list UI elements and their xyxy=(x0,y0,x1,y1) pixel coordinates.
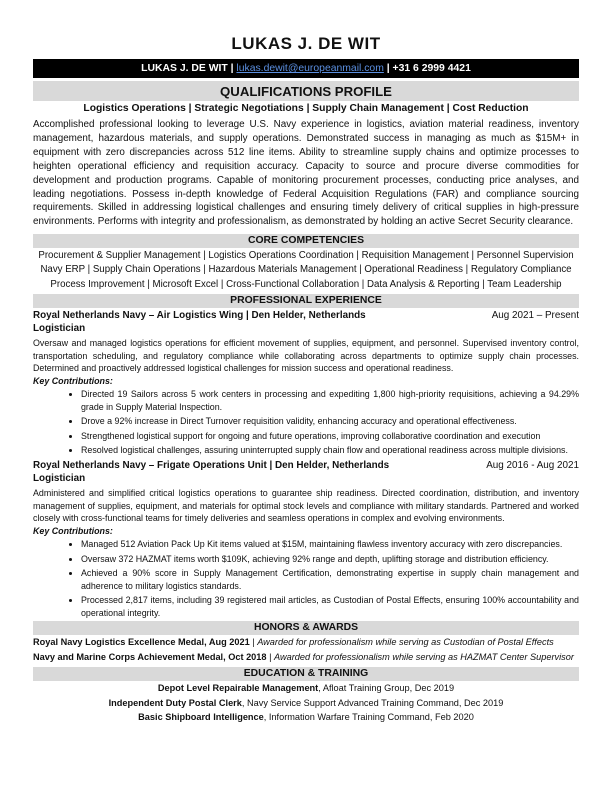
email-link[interactable]: lukas.dewit@europeanmail.com xyxy=(236,63,384,74)
education-entry xyxy=(33,710,579,725)
job-description: Administered and simplified critical logistics operations to guarantee ship readiness. Directed coordination, distribution, and inventory management of supplies, equipment, and materials for optimal stock levels and compliance with military standards. Partnered and worked closely with cross-functional teams for timely deliveries and seamless operations in complex and evolving environments. xyxy=(33,487,579,524)
list-item: • Strengthened logistical support for ongoing and future operations, improving collaborative coordination and execution xyxy=(81,430,579,443)
course-name: Depot Level Repairable Management xyxy=(157,683,319,694)
separator: | xyxy=(383,63,393,74)
separator: | xyxy=(266,651,275,662)
list-item: • Resolved logistical challenges, assuring uninterrupted supply chain flow and operational readiness across multiple divisions. xyxy=(81,444,579,457)
course-details: , Navy Service Support Advanced Training Command, Dec 2019 xyxy=(241,697,504,708)
contact-bar xyxy=(33,59,579,78)
honor-name: Navy and Marine Corps Achievement Medal, Oct 2018 xyxy=(33,651,267,662)
list-item: • Processed 2,817 items, including 39 registered mail articles, as Custodian of Postal Effects, ensuring 100% accountability and operational integrity. xyxy=(81,594,579,619)
job-header xyxy=(33,459,579,472)
job-dates: Aug 2016 - Aug 2021 xyxy=(486,459,579,471)
profile-summary: Accomplished professional looking to leverage U.S. Navy experience in logistics, aviation material readiness, inventory management, hazardous materials, and supply operations. Demonstrated success in managing as much as $15M+ in equipment with zero discrepancies across 512 line items. Ability to streamline supply chains and optimize processes to heighten operational efficiency and requisition accuracy. Capacity to source and procure diverse commodities for development and production programs. Capable of monitoring procurement processes, conducting price analyses, and leading negotiations. Possess in-depth knowledge of Federal Acquisition Regulations (FAR) and compliance sourcing requirements. Skilled in addressing logistical challenges and ensuring timely delivery of critical supplies in high-pressure environments. Performs with integrity and professionalism, as demonstrated by holding an active Secret Security clearance. xyxy=(33,119,579,228)
course-details: , Afloat Training Group, Dec 2019 xyxy=(318,683,455,694)
section-heading-competencies: CORE COMPETENCIES xyxy=(33,234,579,248)
separator: | xyxy=(249,637,258,648)
competency-line: Procurement & Supplier Management | Logistics Operations Coordination | Requisition Management | Personnel Supervision xyxy=(38,250,574,262)
list-item: • Achieved a 90% score in Supply Management Certification, demonstrating expertise in supply chain management and adherence to military logistics standards. xyxy=(81,567,579,592)
section-heading-profile: QUALIFICATIONS PROFILE xyxy=(33,81,579,101)
job-dates: Aug 2021 – Present xyxy=(491,309,579,321)
honor-note: Awarded for professionalism while serving as Custodian of Postal Effects xyxy=(257,637,554,648)
job-entry xyxy=(33,459,579,619)
key-contributions-label: Key Contributions: xyxy=(33,376,113,387)
key-contributions-label: Key Contributions: xyxy=(33,526,113,537)
honor-name: Royal Navy Logistics Excellence Medal, Aug 2021 xyxy=(33,637,250,648)
job-header xyxy=(33,309,579,322)
contact-name: LUKAS J. DE WIT xyxy=(141,63,228,74)
list-item: • Directed 19 Sailors across 5 work centers in processing and expediting 1,800 high-priority requisitions, achieving a 94.29% grade in Supply Material Inspection. xyxy=(81,388,579,413)
contributions-list xyxy=(33,388,579,457)
education-entry xyxy=(33,681,579,696)
separator: | xyxy=(227,63,237,74)
list-item: • Drove a 92% increase in Direct Turnover requisition validity, enhancing accuracy and operational effectiveness. xyxy=(81,415,579,428)
job-employer: Royal Netherlands Navy – Frigate Operations Unit | Den Helder, Netherlands xyxy=(33,459,390,471)
job-description: Oversaw and managed logistics operations for efficient movement of supplies, equipment, and personnel. Supervised inventory control, transportation scheduling, and regulatory compliance while collaborating across departments to optimize supply chain processes. Determined and proactively addressed logistical challenges for mission success and operational readiness. xyxy=(33,337,579,374)
course-details: , Information Warfare Training Command, Feb 2020 xyxy=(263,712,474,723)
list-item: • Oversaw 372 HAZMAT items worth $109K, achieving 92% range and depth, uplifting storage and distribution efficiency. xyxy=(81,553,579,566)
section-heading-education: EDUCATION & TRAINING xyxy=(33,667,579,681)
competencies-list xyxy=(33,249,579,292)
job-title: Logistician xyxy=(33,472,86,484)
honor-entry xyxy=(33,650,579,665)
competency-line: Navy ERP | Supply Chain Operations | Hazardous Materials Management | Operational Readiness | Regulatory Compliance xyxy=(40,264,572,276)
phone-number: +31 6 2999 4421 xyxy=(392,63,471,74)
profile-subheading: Logistics Operations | Strategic Negotiations | Supply Chain Management | Cost Reduction xyxy=(83,103,529,114)
honor-note: Awarded for professionalism while serving as HAZMAT Center Supervisor xyxy=(274,651,574,662)
competency-line: Process Improvement | Microsoft Excel | Cross-Functional Collaboration | Data Analysis & Reporting | Team Leadership xyxy=(50,278,562,290)
job-entry xyxy=(33,309,579,457)
job-employer: Royal Netherlands Navy – Air Logistics Wing | Den Helder, Netherlands xyxy=(33,309,366,321)
candidate-name: LUKAS J. DE WIT xyxy=(231,34,381,53)
section-heading-experience: PROFESSIONAL EXPERIENCE xyxy=(33,294,579,308)
course-name: Basic Shipboard Intelligence xyxy=(138,712,264,723)
job-title: Logistician xyxy=(33,322,86,334)
contributions-list xyxy=(33,538,579,619)
honor-entry xyxy=(33,635,579,650)
education-entry xyxy=(33,696,579,711)
section-heading-honors: HONORS & AWARDS xyxy=(33,621,579,635)
course-name: Independent Duty Postal Clerk xyxy=(108,697,242,708)
list-item: • Managed 512 Aviation Pack Up Kit items valued at $15M, maintaining flawless inventory accuracy with zero discrepancies. xyxy=(81,538,579,551)
